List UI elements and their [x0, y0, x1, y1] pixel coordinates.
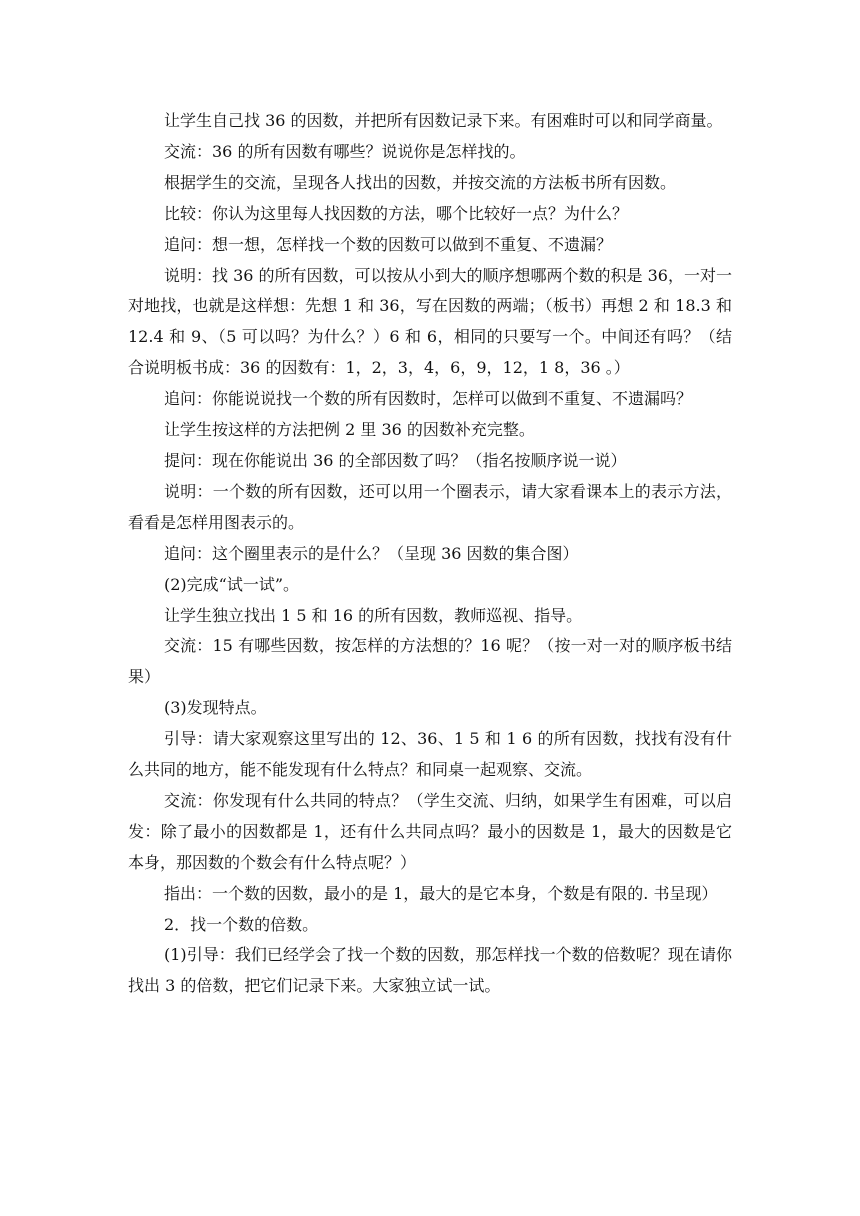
paragraph: 比较：你认为这里每人找因数的方法，哪个比较好一点？为什么？	[164, 203, 629, 223]
paragraph: 根据学生的交流，呈现各人找出的因数，并按交流的方法板书所有因数。	[164, 172, 677, 192]
paragraph: 指出：一个数的因数，最小的是 1，最大的是它本身，个数是有限的. 书呈现）	[164, 883, 718, 903]
paragraph: (1)引导：我们已经学会了找一个数的因数，那怎样找一个数的倍数呢？现在请你找出 3 的倍数，把它们记录下来。大家独立试一试。	[128, 945, 732, 996]
paragraph: 让学生按这样的方法把例 2 里 36 的因数补充完整。	[164, 420, 535, 440]
paragraph: 追问：你能说说找一个数的所有因数时，怎样可以做到不重复、不遗漏吗？	[164, 389, 693, 409]
paragraph: 交流：15 有哪些因数，按怎样的方法想的？16 呢？（按一对一对的顺序板书结果）	[128, 636, 732, 687]
paragraph: 说明：找 36 的所有因数，可以按从小到大的顺序想哪两个数的积是 36，一对一对地找，也就是这样想：先想 1 和 36，写在因数的两端；（板书）再想 2 和 18.3 和 12.4 和 9、（5 可以吗？为什么？）6 和 6，相同的只要写一个。中间还有吗？（结合说明板书成：36 的因数有：1，2，3，4，6，9，12，1 8，36 。）	[128, 265, 738, 378]
paragraph: 2．找一个数的倍数。	[164, 914, 319, 934]
paragraph: 交流：你发现有什么共同的特点？（学生交流、归纳，如果学生有困难，可以启发：除了最小的因数都是 1，还有什么共同点吗？最小的因数是 1，最大的因数是它本身，那因数的个数会有什么特点呢？）	[128, 790, 732, 872]
paragraph: 交流：36 的所有因数有哪些？说说你是怎样找的。	[164, 141, 526, 161]
paragraph: (3)发现特点。	[164, 698, 267, 718]
document-page	[128, 106, 738, 1002]
paragraph: 让学生独立找出 1 5 和 16 的所有因数，教师巡视、指导。	[164, 605, 583, 625]
paragraph: 提问：现在你能说出 36 的全部因数了吗？（指名按顺序说一说）	[164, 450, 627, 470]
paragraph: (2)完成“试一试”。	[164, 574, 300, 594]
paragraph: 追问：这个圈里表示的是什么？（呈现 36 因数的集合图）	[164, 543, 579, 563]
paragraph: 说明：一个数的所有因数，还可以用一个圈表示，请大家看课本上的表示方法，看看是怎样用图表示的。	[128, 481, 732, 532]
paragraph: 追问：想一想，怎样找一个数的因数可以做到不重复、不遗漏？	[164, 234, 613, 254]
paragraph: 让学生自己找 36 的因数，并把所有因数记录下来。有困难时可以和同学商量。	[164, 111, 723, 130]
paragraph: 引导：请大家观察这里写出的 12、36、1 5 和 1 6 的所有因数，找找有没有什么共同的地方，能不能发现有什么特点？和同桌一起观察、交流。	[128, 729, 732, 780]
